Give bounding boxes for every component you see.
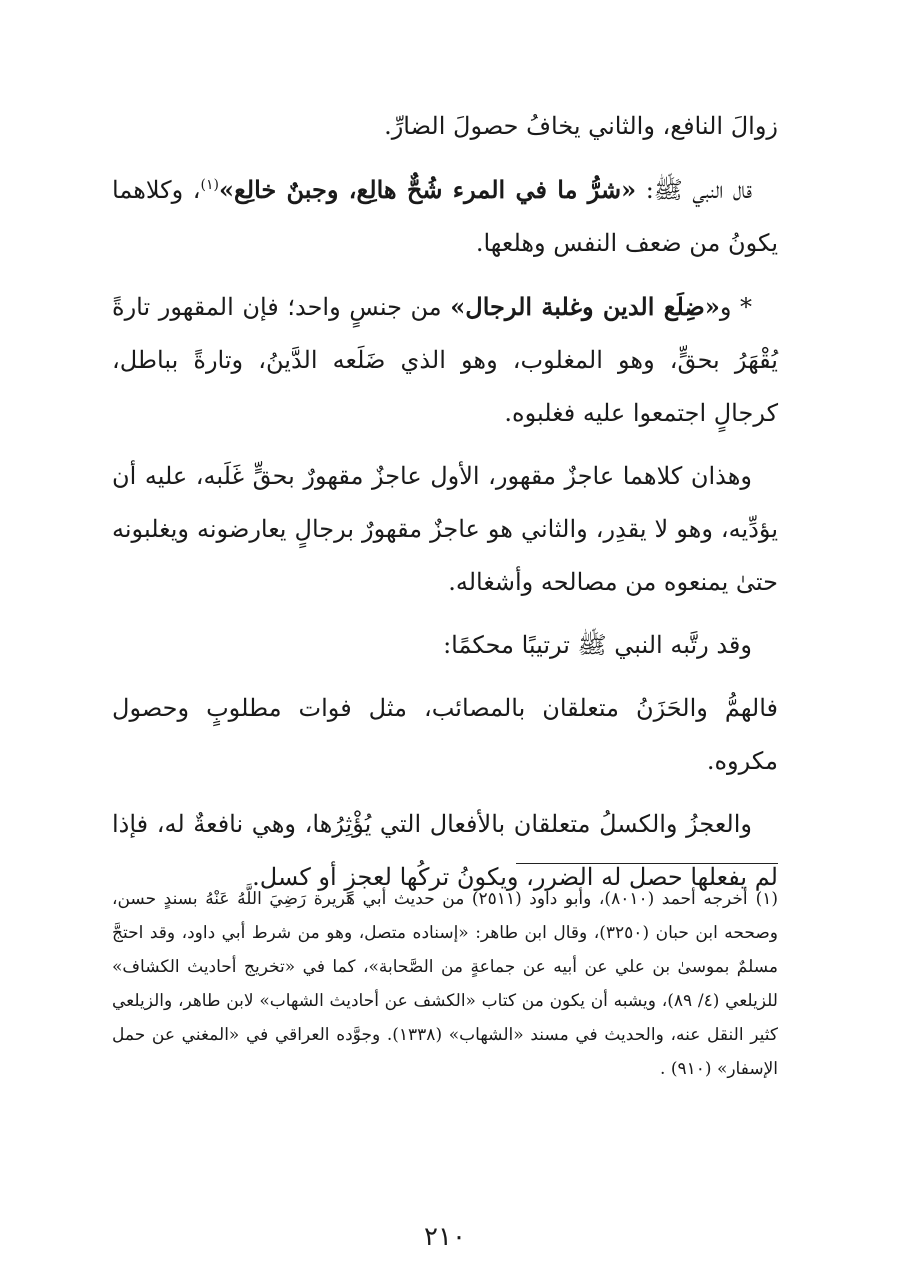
footnote-1: [112, 882, 778, 1086]
paragraph-3: [112, 280, 778, 440]
footnote-ref[interactable]: (١): [200, 177, 219, 193]
book-page: [112, 100, 779, 1252]
paragraph-5: وقد رتَّبه النبي ﷺ ترتيبًا محكمًا:: [443, 631, 752, 659]
bullet-star: * و: [719, 293, 753, 321]
term-heading: «ضِلَع الدين وغلبة الرجال»: [450, 292, 720, 321]
footnote-text: أخرجه أحمد (٨٠١٠)، وأبو داود (٢٥١١) من حديث أبي هريرة رَضِيَ اللَّهُ عَنْهُ بسندٍ حسن، وصححه ابن حبان (٣٢٥٠)، وقال ابن طاهر: «إسناده متصل، وهو من شرط أبي داود، وقد احتجَّ مسلمٌ بموسىٰ بن علي عن أبيه عن جماعةٍ من الصَّحابة»، كما في «تخريج أحاديث الكشاف» للزيلعي (٤/ ٨٩)، ويشبه أن يكون من كتاب «الكشف عن أحاديث الشهاب» لابن طاهر، والزيلعي كثير النقل عنه، والحديث في مسند «الشهاب» (١٣٣٨). وجوَّده العراقي في «المغني عن حمل الإسفار» (٩١٠) .: [112, 889, 779, 1079]
paragraph-2: [112, 163, 778, 270]
main-text: [112, 100, 778, 904]
footnote-number: (١): [755, 889, 779, 909]
page-number: ٢١٠: [424, 1222, 466, 1252]
paragraph-1: زوالَ النافع، والثاني يخافُ حصولَ الضارِّ.: [384, 112, 778, 140]
paragraph-4: وهذان كلاهما عاجزٌ مقهور، الأول عاجزٌ مقهورٌ بحقٍّ غَلَبه، عليه أن يؤدِّيه، وهو لا يقدِر، والثاني هو عاجزٌ مقهورٌ برجالٍ يعارضونه ويغلبونه حتىٰ يمنعوه من مصالحه وأشغاله.: [112, 462, 778, 596]
hadith-commentary: ، وكلاهما يكونُ من ضعف النفس وهلعها.: [112, 176, 778, 257]
footnotes: [112, 882, 778, 1086]
term-explanation: من جنسٍ واحد؛ فإن المقهور تارةً يُقْهَرُ بحقٍّ، وهو المغلوب، وهو الذي ضَلَعه الدَّينُ، وتارةً بباطل، كرجالٍ اجتمعوا عليه فغلبوه.: [112, 293, 778, 427]
hadith-intro: قال النبي ﷺ:: [636, 176, 752, 204]
paragraph-6: فالهمُّ والحَزَنُ متعلقان بالمصائب، مثل فوات مطلوبٍ وحصول مكروه.: [112, 694, 778, 775]
hadith-quote: «شرُّ ما في المرء شُحٌّ هالِع، وجبنٌ خالِع»: [218, 175, 637, 204]
paragraph-7: والعجزُ والكسلُ متعلقان بالأفعال التي يُؤْثِرُها، وهي نافعةٌ له، فإذا لم يفعلها حصل له الضرر، ويكونُ تركُها لعجزٍ أو كسل.: [112, 810, 778, 891]
footnote-divider: [516, 863, 778, 864]
